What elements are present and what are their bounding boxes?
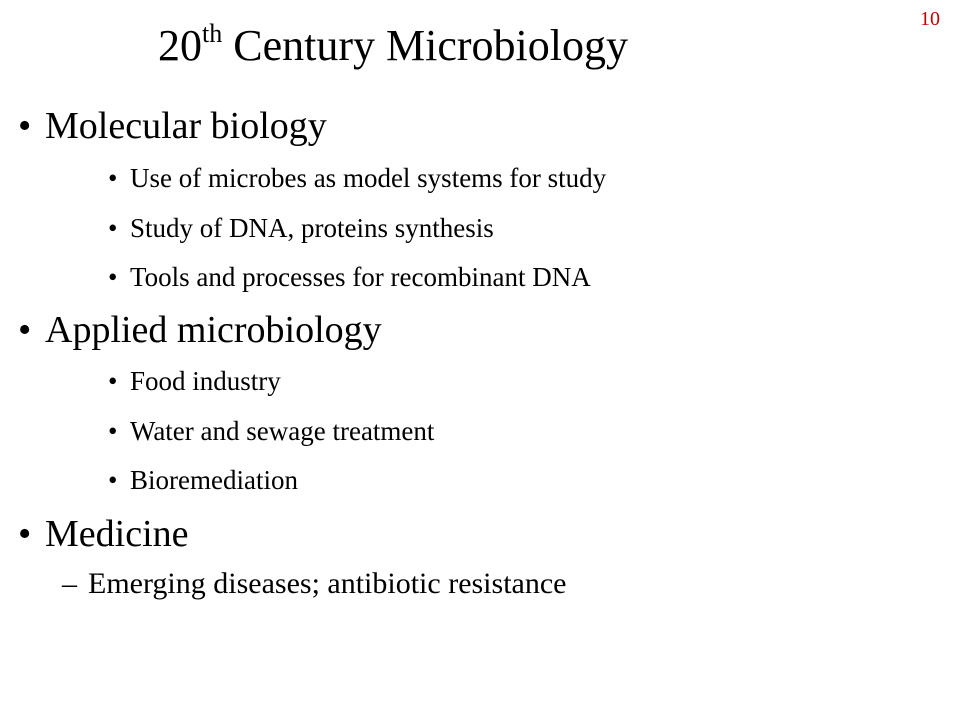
title-prefix: 20	[158, 21, 202, 70]
dash-label: Emerging diseases; antibiotic resistance	[88, 567, 567, 600]
sub-bullet-label: Food industry	[130, 366, 281, 396]
sub-bullet-marker: •	[108, 262, 118, 292]
sub-bullet-item	[108, 365, 281, 397]
bullet-marker: •	[18, 309, 32, 351]
bullet-label: Molecular biology	[45, 105, 327, 147]
title-superscript: th	[202, 19, 223, 48]
sub-bullet-item	[108, 415, 435, 447]
bullet-marker: •	[18, 105, 32, 147]
sub-bullet-item	[108, 464, 298, 496]
sub-bullet-label: Study of DNA, proteins synthesis	[130, 213, 494, 243]
bullet-label: Medicine	[45, 513, 189, 555]
page-number: 10	[920, 8, 940, 30]
sub-bullet-marker: •	[108, 213, 118, 243]
sub-bullet-marker: •	[108, 163, 118, 193]
sub-bullet-label: Bioremediation	[130, 465, 298, 495]
sub-bullet-marker: •	[108, 416, 118, 446]
sub-bullet-item	[108, 162, 607, 194]
sub-bullet-label: Tools and processes for recombinant DNA	[130, 262, 591, 292]
bullet-item-medicine	[18, 512, 189, 556]
sub-bullet-marker: •	[108, 465, 118, 495]
bullet-marker: •	[18, 513, 32, 555]
sub-bullet-label: Use of microbes as model systems for study	[130, 163, 607, 193]
dash-item	[62, 566, 567, 602]
title-suffix: Century Microbiology	[222, 21, 628, 70]
sub-bullet-label: Water and sewage treatment	[130, 416, 435, 446]
dash-marker: –	[62, 567, 77, 600]
sub-bullet-marker: •	[108, 366, 118, 396]
bullet-label: Applied microbiology	[45, 309, 382, 351]
bullet-item-molecular-biology	[18, 104, 327, 148]
slide-title	[158, 18, 628, 74]
sub-bullet-item	[108, 261, 591, 293]
bullet-item-applied-microbiology	[18, 308, 382, 352]
sub-bullet-item	[108, 212, 494, 244]
